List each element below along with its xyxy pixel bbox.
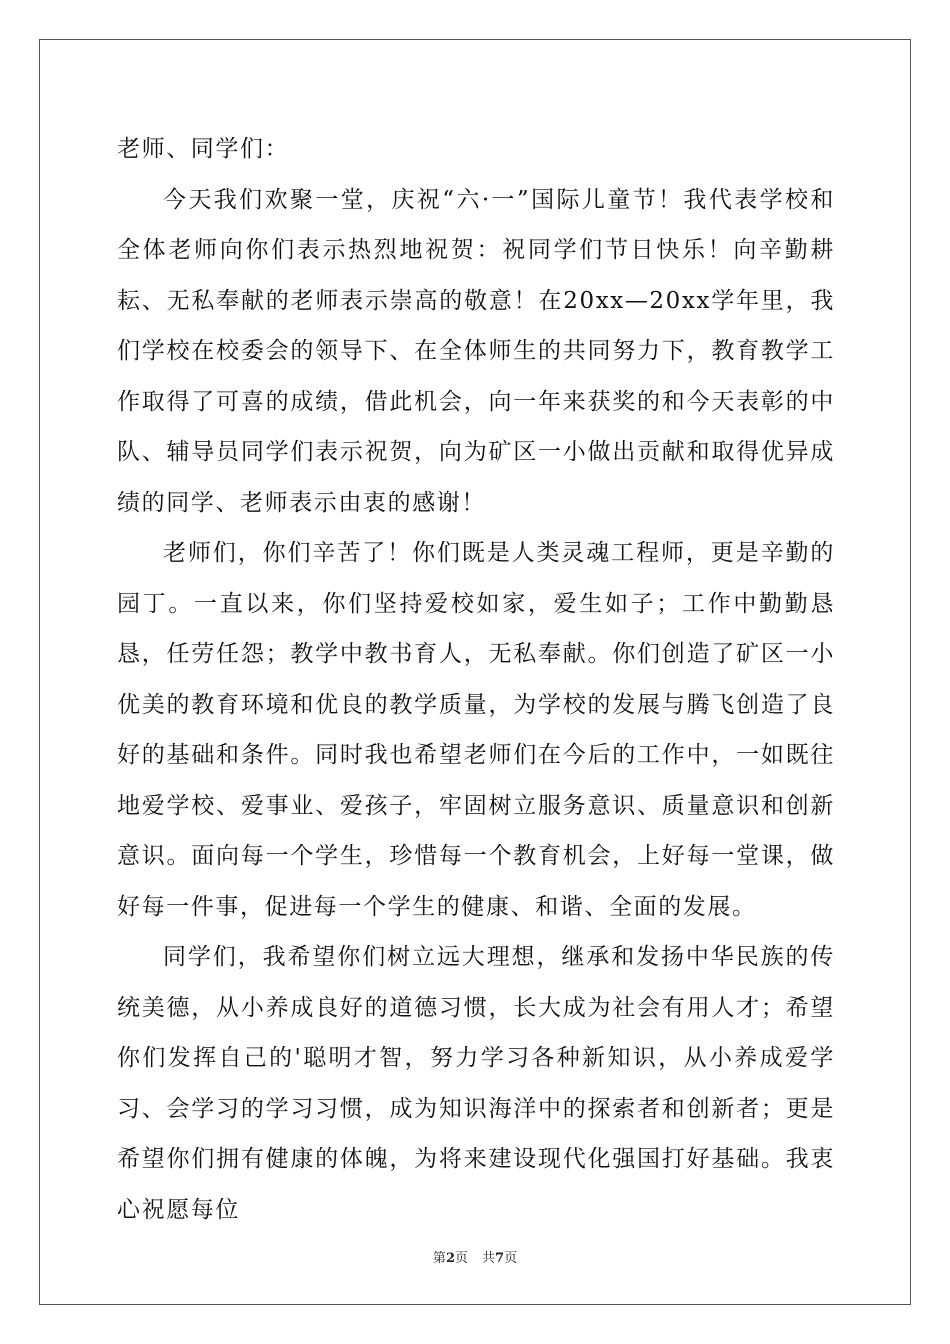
current-page-number: 2: [445, 1251, 455, 1266]
total-suffix: 页: [504, 1251, 518, 1266]
paragraph-teachers: 老师们，你们辛苦了！你们既是人类灵魂工程师，更是辛勤的园丁。一直以来，你们坚持爱校如家，爱生如子；工作中勤勤恳恳，任劳任怨；教学中教书育人，无私奉献。你们创造了矿区一小优美的教育环境和优良的教学质量，为学校的发展与腾飞创造了良好的基础和条件。同时我也希望老师们在今后的工作中，一如既往地爱学校、爱事业、爱孩子，牢固树立服务意识、质量意识和创新意识。面向每一个学生，珍惜每一个教育机会，上好每一堂课，做好每一件事，促进每一个学生的健康、和谐、全面的发展。: [117, 540, 835, 920]
salutation: 老师、同学们：: [117, 136, 290, 162]
page-prefix: 第: [432, 1251, 446, 1266]
total-page-number: 7: [495, 1251, 505, 1266]
page-suffix: 页: [454, 1251, 468, 1266]
total-prefix: 共: [482, 1251, 496, 1266]
page-footer: [0, 1247, 950, 1266]
paragraph-opening: 今天我们欢聚一堂，庆祝“六·一”国际儿童节！我代表学校和全体老师向你们表示热烈地祝贺：祝同学们节日快乐！向辛勤耕耘、无私奉献的老师表示崇高的敬意！在20xx—20xx学年里，我们学校在校委会的领导下、在全体师生的共同努力下，教育教学工作取得了可喜的成绩，借此机会，向一年来获奖的和今天表彰的中队、辅导员同学们表示祝贺，向为矿区一小做出贡献和取得优异成绩的同学、老师表示由衷的感谢！: [117, 186, 835, 516]
paragraph-students: 同学们，我希望你们树立远大理想，继承和发扬中华民族的传统美德，从小养成良好的道德习惯，长大成为社会有用人才；希望你们发挥自己的'聪明才智，努力学习各种新知识，从小养成爱学习、会学习的学习习惯，成为知识海洋中的探索者和创新者；更是希望你们拥有健康的体魄，为将来建设现代化强国打好基础。我衷心祝愿每位: [117, 944, 835, 1223]
document-body: [117, 124, 835, 1235]
